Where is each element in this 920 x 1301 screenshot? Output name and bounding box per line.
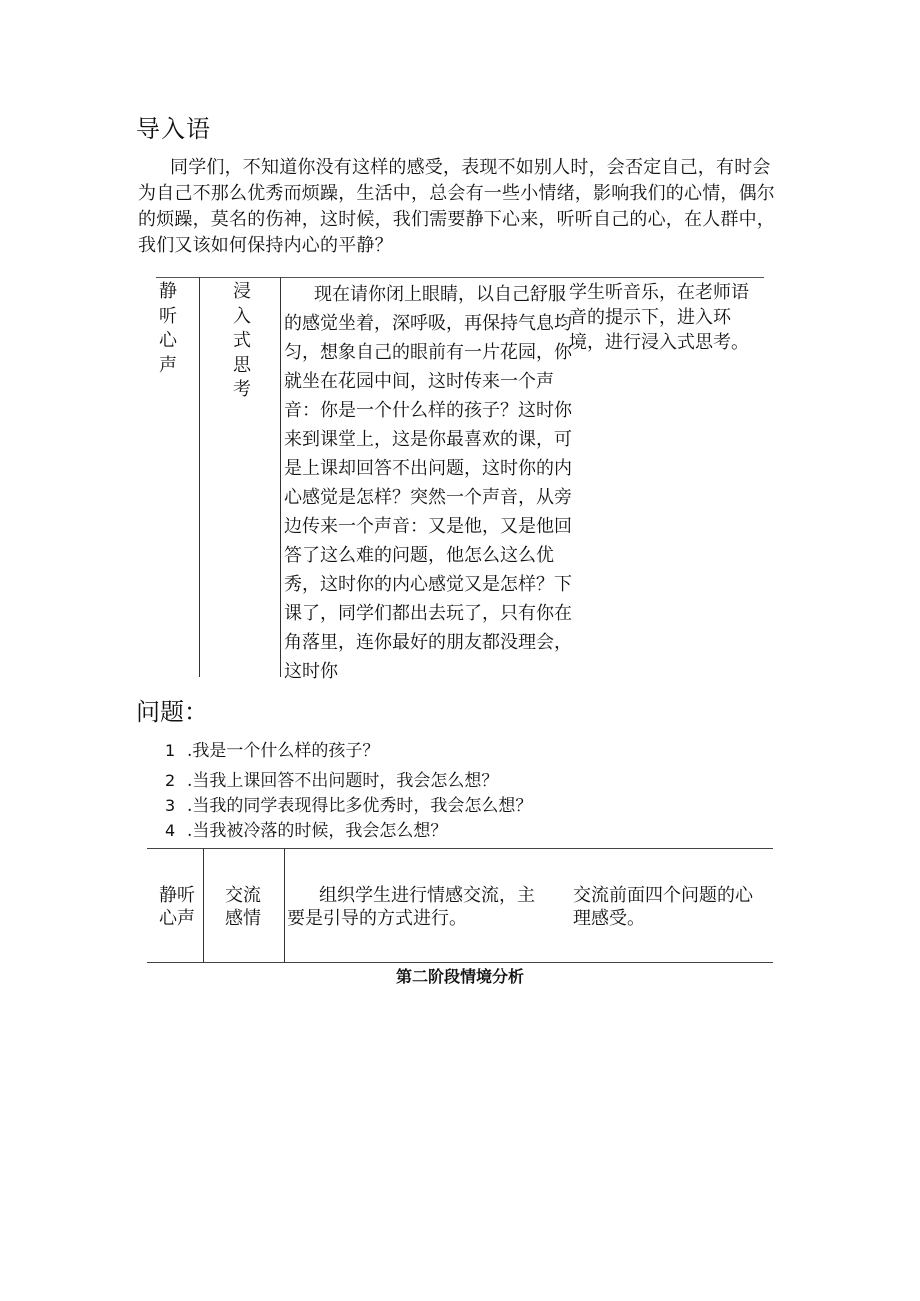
column-divider <box>199 277 200 677</box>
list-item <box>165 740 379 762</box>
column-divider <box>284 848 285 963</box>
column-divider <box>203 848 204 963</box>
teacher-activity-cell: 组织学生进行情感交流，主要是引导的方式进行。 <box>287 885 535 929</box>
intro-paragraph: 同学们，不知道你没有这样的感受，表现不如别人时，会否定自己，有时会为自己不那么优秀而烦躁，生活中，总会有一些小情绪，影响我们的心情，偶尔的烦躁，莫名的伤神，这时候，我们需要静下心来，听听自己的心，在人群中，我们又该如何保持内心的平静？ <box>138 157 775 256</box>
stage-cell: 静听心声 <box>159 885 195 929</box>
list-item-text: .当我被冷落的时候，我会怎么想？ <box>187 821 448 841</box>
list-item <box>165 820 447 842</box>
list-item-text: .当我上课回答不出问题时，我会怎么想？ <box>187 771 499 791</box>
lesson-table-1 <box>156 277 764 682</box>
list-item-number: 3 <box>165 796 176 815</box>
method-cell: 浸入式思考 <box>233 281 251 400</box>
list-item-text: .当我的同学表现得比多优秀时，我会怎么想？ <box>187 796 533 816</box>
list-item-text: .我是一个什么样的孩子？ <box>187 741 380 761</box>
questions-heading: 问题： <box>136 698 208 726</box>
student-activity-cell: 学生听音乐，在老师语音的提示下，进入环境，进行浸入式思考。 <box>569 282 749 353</box>
list-item-number: 1 <box>165 741 176 760</box>
list-item <box>165 795 532 817</box>
stage-cell: 静听心声 <box>159 281 177 376</box>
student-activity-cell: 交流前面四个问题的心理感受。 <box>573 885 753 929</box>
column-divider <box>280 277 281 677</box>
table-bottom-border <box>147 962 773 963</box>
lesson-table-2 <box>147 848 773 963</box>
intro-heading: 导入语 <box>136 115 211 143</box>
table-caption: 第二阶段情境分析 <box>395 967 524 986</box>
table-top-border <box>156 277 764 278</box>
list-item-number: 4 <box>165 821 176 840</box>
teacher-activity-cell: 现在请你闭上眼睛，以自己舒服的感觉坐着，深呼吸，再保持气息均匀，想象自己的眼前有一片花园，你就坐在花园中间，这时传来一个声音：你是一个什么样的孩子？这时你来到课堂上，这是你最喜欢的课，可是上课却回答不出问题，这时你的内心感觉是怎样？突然一个声音，从旁边传来一个声音：又是他，又是他回答了这么难的问题，他怎么这么优秀，这时你的内心感觉又是怎样？下课了，同学们都出去玩了，只有你在角落里，连你最好的朋友都没理会，这时你 <box>284 284 572 682</box>
list-item <box>165 770 498 792</box>
table-top-border <box>147 848 773 849</box>
method-cell: 交流感情 <box>225 885 261 929</box>
list-item-number: 2 <box>165 771 176 790</box>
